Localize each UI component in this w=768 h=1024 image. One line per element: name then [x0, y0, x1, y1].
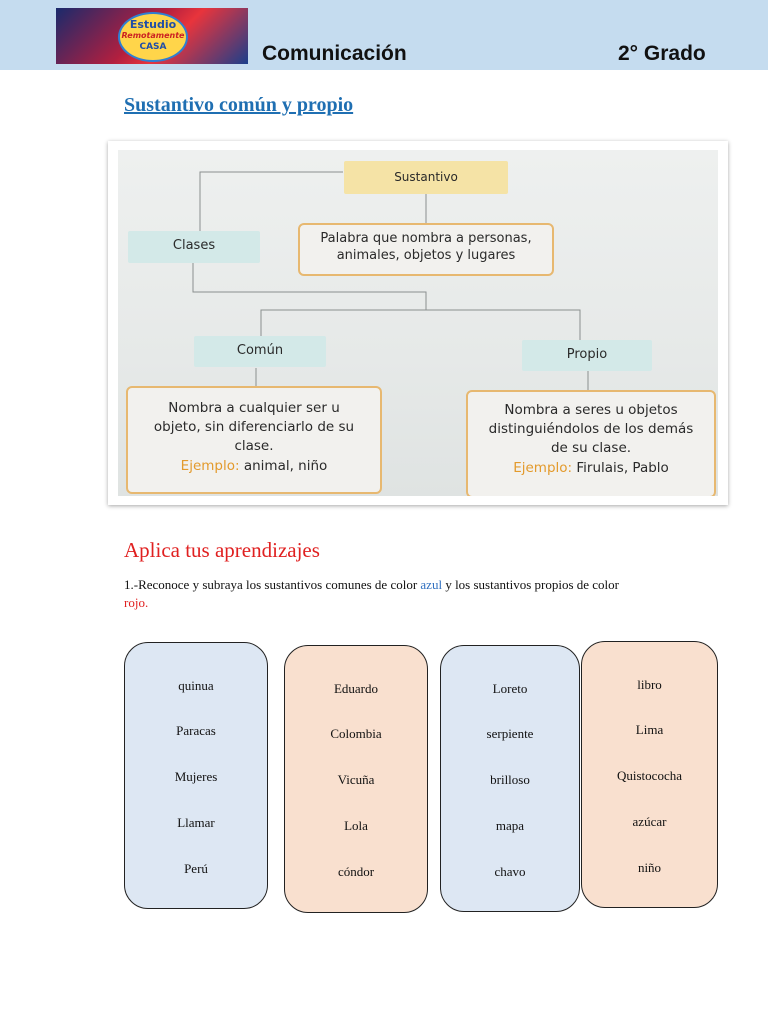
word-item[interactable]: Vicuña — [337, 772, 375, 787]
instruction-red-word: rojo — [124, 595, 145, 610]
propio-example — [466, 460, 716, 476]
comun-example — [126, 458, 382, 474]
instruction-part-b: y los sustantivos propios de color — [442, 577, 619, 592]
word-item[interactable]: Quistococha — [617, 768, 682, 783]
comun-example-label: Ejemplo: — [180, 458, 240, 474]
sustantivo-root-label: Sustantivo — [394, 170, 458, 184]
propio-text-1: Nombra a seres u objetos — [504, 402, 678, 418]
grade-label: 2° Grado — [618, 42, 706, 65]
word-item[interactable]: libro — [637, 677, 662, 692]
logo-text-2: Remotamente — [121, 31, 185, 40]
word-item[interactable]: Loreto — [492, 681, 528, 696]
word-card-3 — [440, 645, 580, 912]
word-item[interactable]: serpiente — [486, 726, 534, 741]
definition-line-2: animales, objetos y lugares — [336, 248, 516, 263]
word-item[interactable]: Lola — [344, 818, 368, 833]
propio-text-3: de su clase. — [550, 440, 632, 456]
logo-text-1: Estudio — [129, 18, 177, 31]
comun-text-2: objeto, sin diferenciarlo de su — [153, 419, 355, 435]
page-title: Sustantivo común y propio — [124, 94, 354, 116]
word-item[interactable]: Lima — [635, 722, 664, 737]
word-card-1 — [124, 642, 268, 909]
instruction-end: . — [144, 595, 149, 610]
word-item[interactable]: Mujeres — [174, 769, 218, 784]
estudio-casa-logo — [56, 8, 248, 64]
header-band — [0, 0, 768, 70]
word-item[interactable]: Eduardo — [333, 681, 379, 696]
comun-label: Común — [236, 343, 284, 358]
word-item[interactable]: azúcar — [632, 814, 667, 829]
word-item[interactable]: Llamar — [177, 815, 215, 830]
logo-badge — [118, 12, 188, 62]
propio-example-text: Firulais, Pablo — [576, 460, 669, 476]
subject-title: Comunicación — [262, 42, 407, 65]
propio-text-2: distinguiéndolos de los demás — [488, 421, 694, 437]
instruction-part-a: 1.-Reconoce y subraya los sustantivos comunes de color — [124, 577, 421, 592]
word-card-2 — [284, 645, 428, 913]
clases-label: Clases — [172, 238, 216, 253]
comun-example-text: animal, niño — [243, 458, 328, 474]
word-item[interactable]: chavo — [494, 864, 526, 879]
word-item[interactable]: Colombia — [330, 726, 382, 741]
word-item[interactable]: Paracas — [176, 723, 216, 738]
word-item[interactable]: Perú — [184, 861, 208, 876]
apply-heading: Aplica tus aprendizajes — [124, 538, 320, 562]
word-item[interactable]: brilloso — [490, 772, 530, 787]
instruction-blue-word: azul — [420, 577, 443, 592]
word-item[interactable]: mapa — [495, 818, 525, 833]
logo-text-3: CASA — [139, 42, 167, 52]
word-card-4 — [581, 641, 718, 908]
comun-text-3: clase. — [234, 438, 274, 454]
word-item[interactable]: cóndor — [337, 864, 375, 879]
comun-text-1: Nombra a cualquier ser u — [168, 400, 340, 416]
word-item[interactable]: quinua — [178, 678, 214, 693]
propio-label: Propio — [566, 347, 608, 362]
propio-example-label: Ejemplo: — [513, 460, 573, 476]
word-item[interactable]: niño — [637, 860, 662, 875]
exercise-instruction — [124, 576, 724, 612]
diagram-photo-frame — [108, 141, 728, 505]
sustantivo-diagram — [118, 150, 718, 496]
definition-line-1: Palabra que nombra a personas, — [320, 231, 532, 246]
